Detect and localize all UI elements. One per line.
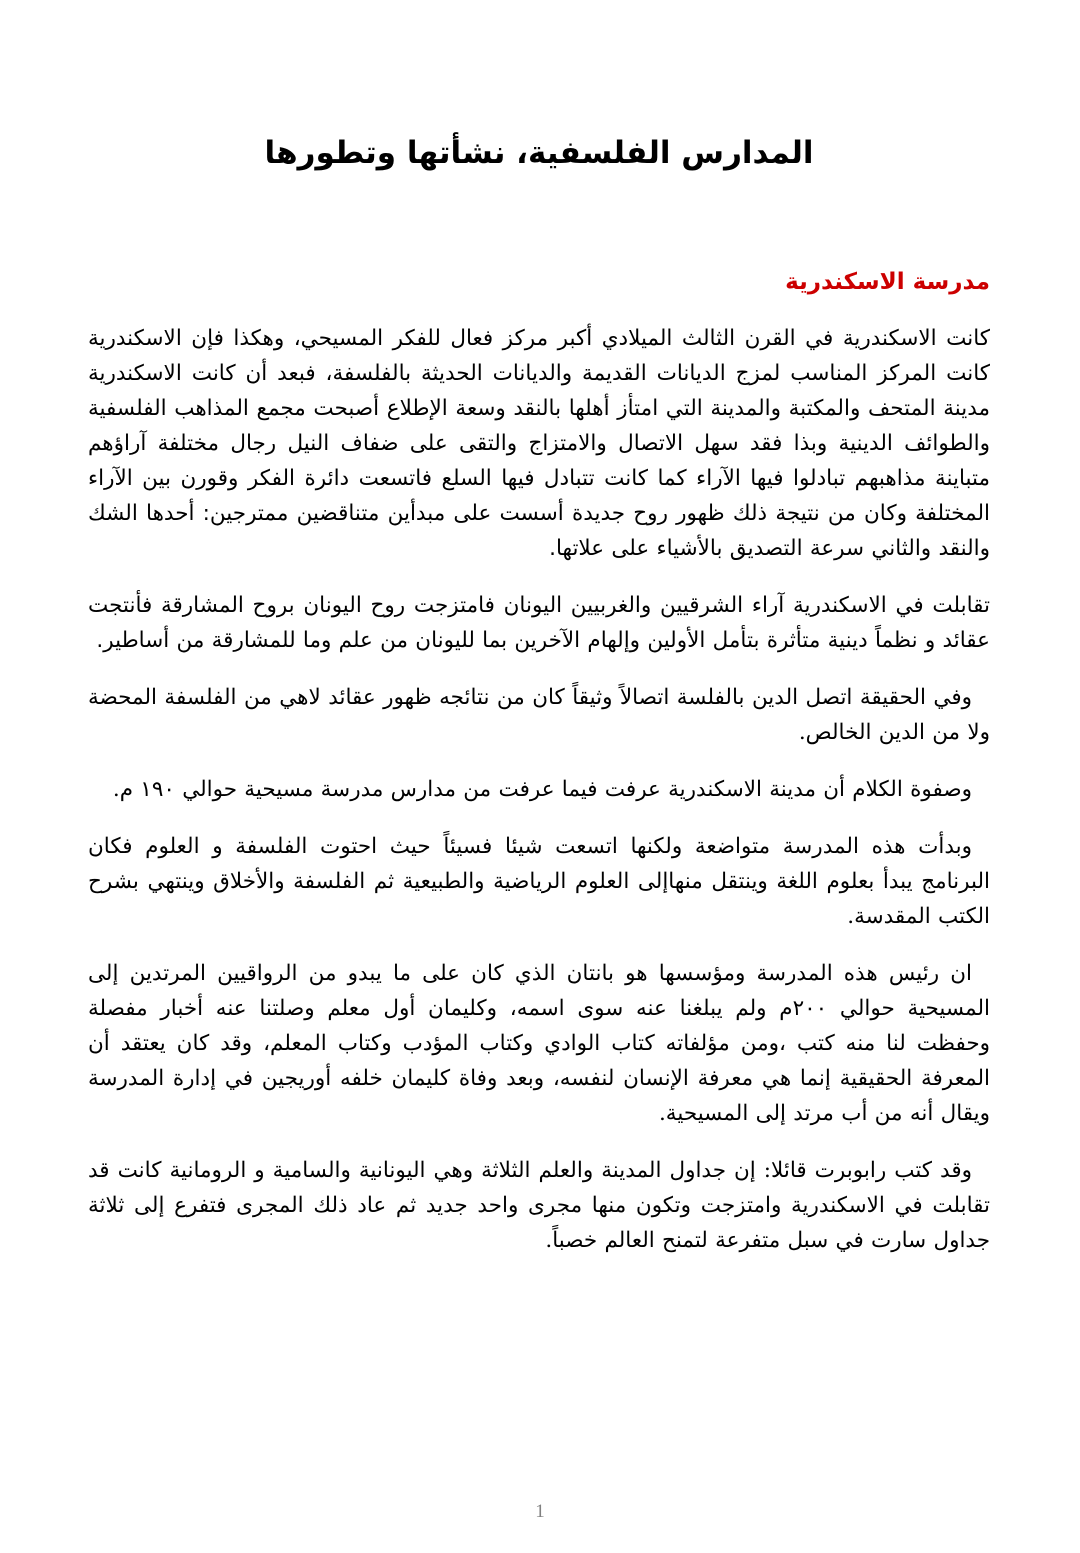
paragraph-5: وبدأت هذه المدرسة متواضعة ولكنها اتسعت شيئا فسيئاً حيث احتوت الفلسفة و العلوم فكان البرنامج يبدأ بعلوم اللغة وينتقل منهاإلى العلوم الرياضية والطبيعية ثم الفلسفة والأخلاق وينتهي بشرح الكتب المقدسة. (88, 834, 990, 930)
page-number: 1 (535, 1501, 545, 1522)
paragraph-2: تقابلت في الاسكندرية آراء الشرقيين والغربيين اليونان فامتزجت روح اليونان بروح المشارقة فأنتجت عقائد و نظماً دينية متأثرة بتأمل الأولين وإلهام الآخرين بما لليونان من علم وما للمشارقة من أساطير. (88, 592, 990, 653)
page-title: المدارس الفلسفية، نشأتها وتطورها (264, 135, 814, 171)
paragraph-3: وفي الحقيقة اتصل الدين بالفلسة اتصالاً وثيقاً كان من نتائجه ظهور عقائد لاهي من الفلسفة المحضة ولا من الدين الخالص. (88, 685, 990, 746)
paragraph-6: ان رئيس هذه المدرسة ومؤسسها هو بانتان الذي كان على ما يبدو من الرواقيين المرتدين إلى المسيحية حوالي ٢٠٠م ولم يبلغنا عنه سوى اسمه، وكليمان أول معلم وصلتنا عنه أخبار مفصلة وحفظت لنا منه كتب ،ومن مؤلفاته كتاب الوادي وكتاب المؤدب وكتاب المعلم، وقد كان يعتقد أن المعرفة الحقيقية إنما هي معرفة الإنسان لنفسه، وبعد وفاة كليمان خلفه أوريجين في إدارة المدرسة ويقال أنه من أب مرتد إلى المسيحية. (88, 961, 991, 1127)
paragraph-1: كانت الاسكندرية في القرن الثالث الميلادي أكبر مركز فعال للفكر المسيحي، وهكذا فإن الاسكندرية كانت المركز المناسب لمزج الديانات القديمة والديانات الحديثة بالفلسفة، فبعد أن كانت الاسكندرية مدينة المتحف والمكتبة والمدينة التي امتأز أهلها بالنقد وسعة الإطلاع أصبحت مجمع المذاهب الفلسفية والطوائف الدينية وبذا فقد سهل الاتصال والامتزاج والتقى على ضفاف النيل رجال مختلفة آراؤهم متباينة مذاهبهم تبادلوا فيها الآراء كما كانت تتبادل فيها السلع فاتسعت دائرة الفكر وقورن بين الآراء المختلفة وكان من نتيجة ذلك ظهور روح جديدة أسست على مبدأين متناقضين ممترجين: أحدها الشك والنقد والثاني سرعة التصديق بالأشياء على علاتها. (88, 325, 990, 561)
page-content (88, 0, 990, 1553)
section-heading-alexandria-school: مدرسة الاسكندرية (785, 268, 990, 295)
paragraph-4: وصفوة الكلام أن مدينة الاسكندرية عرفت فيما عرفت من مدارس مدرسة مسيحية حوالي ١٩٠ م. (112, 777, 972, 803)
paragraph-7: وقد كتب رابوبرت قائلا: إن جداول المدينة والعلم الثلاثة وهي اليونانية والسامية و الرومانية كانت قد تقابلت في الاسكندرية وامتزجت وتكون منها مجرى واحد جديد ثم عاد ذلك المجرى فتفرع إلى ثلاثة جداول سارت في سبل متفرعة لتمنح العالم خصباً. (88, 1158, 990, 1254)
